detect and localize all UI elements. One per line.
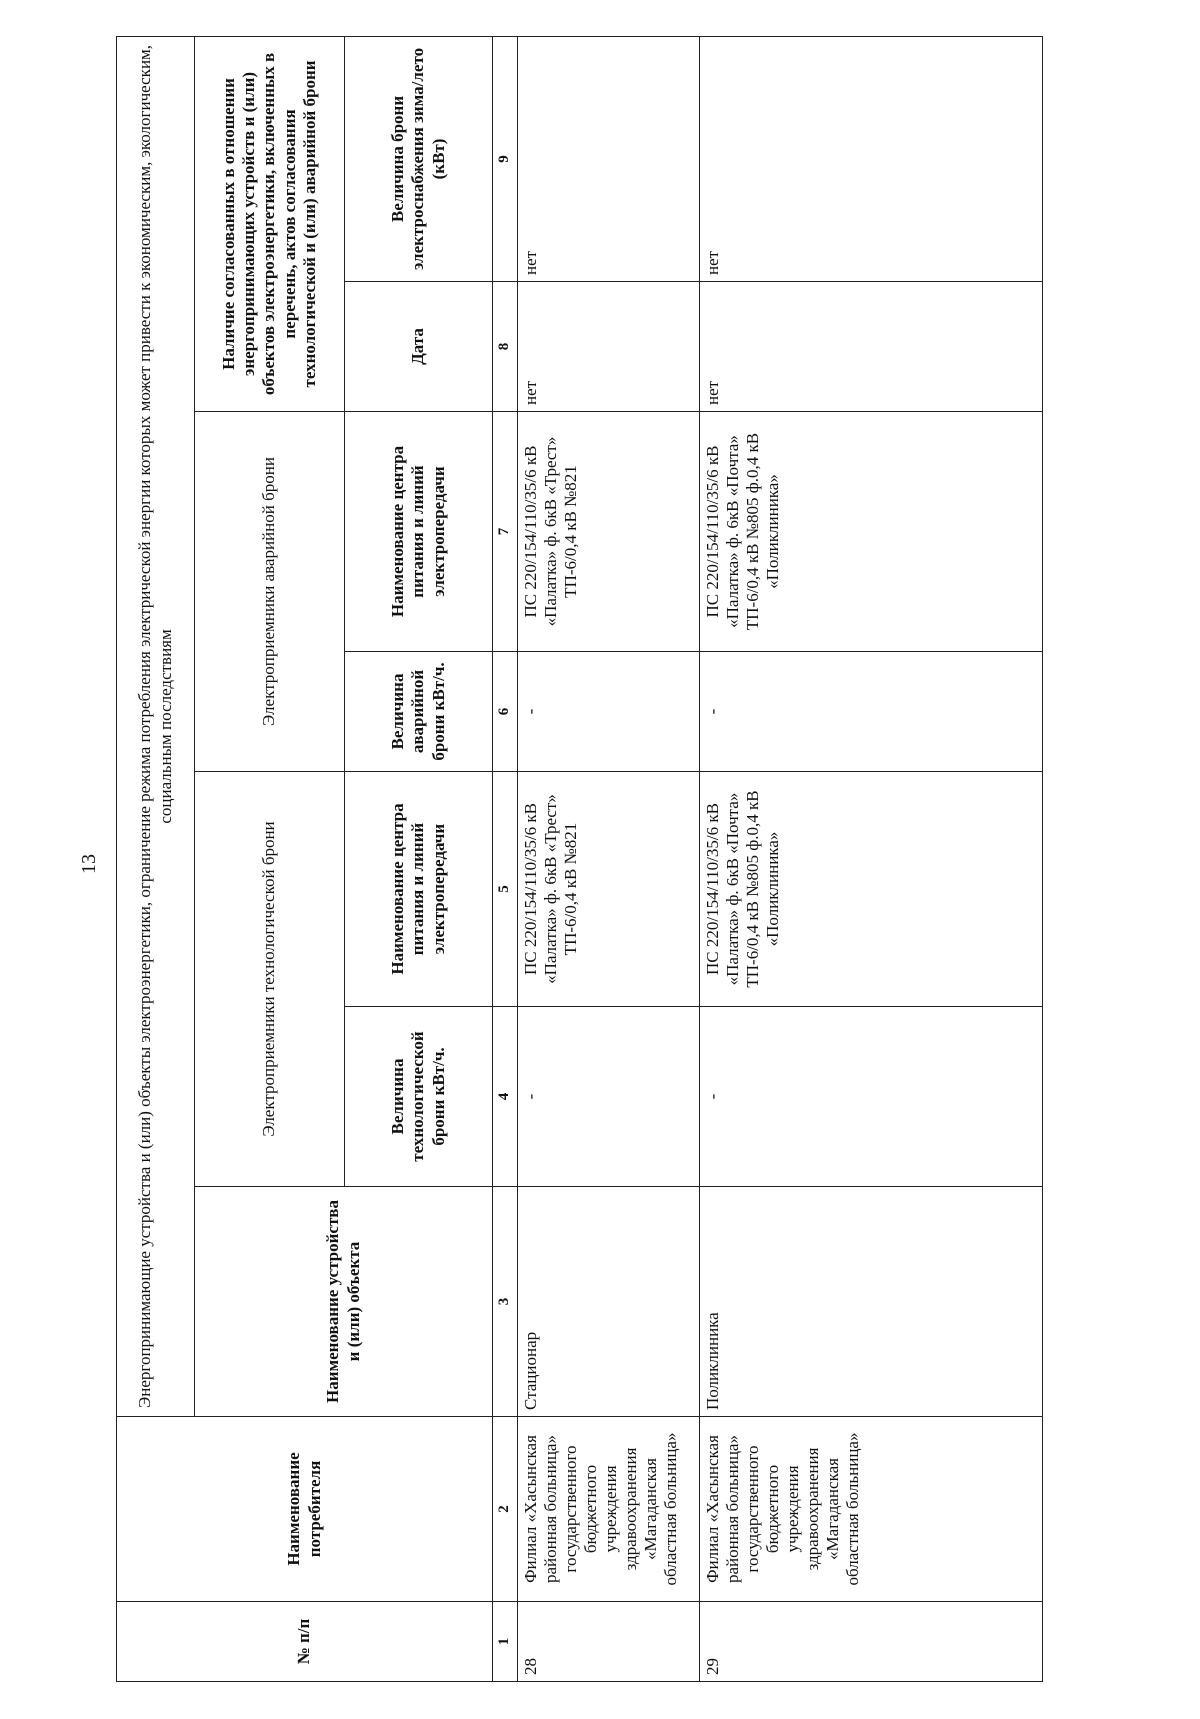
row-tech-value: - <box>517 1007 699 1187</box>
row-tech-center: ПС 220/154/110/35/6 кВ «Палатка» ф. 6кВ «Трест» ТП-6/0,4 кВ №821 <box>517 772 699 1007</box>
page-number: 13 <box>78 854 100 874</box>
row-consumer: Филиал «Хасынская районная больница» государственного бюджетного учреждения здравоохранения «Магаданская областная больница» <box>517 1417 699 1602</box>
row-value: нет <box>517 36 699 281</box>
column-index: 1 <box>493 1602 518 1682</box>
column-index: 4 <box>493 1007 518 1187</box>
row-consumer: Филиал «Хасынская районная больница» государственного бюджетного учреждения здравоохранения «Магаданская областная больница» <box>699 1417 1042 1602</box>
column-index: 7 <box>493 412 518 652</box>
row-emerg-center: ПС 220/154/110/35/6 кВ «Палатка» ф. 6кВ «Трест» ТП-6/0,4 кВ №821 <box>517 412 699 652</box>
row-emerg-value: - <box>699 652 1042 772</box>
header-acts-date: Дата <box>345 282 493 412</box>
row-tech-value: - <box>699 1007 1042 1187</box>
header-emerg-center: Наименование центра питания и линий электропередачи <box>345 412 493 652</box>
header-group-title: Энергопринимающие устройства и (или) объекты электроэнергетики, ограничение режима потребления электрической энергии которых может привести к экономическим, экологическим, социальным последствиям <box>117 36 195 1416</box>
column-index: 8 <box>493 282 518 412</box>
row-emerg-center: ПС 220/154/110/35/6 кВ «Палатка» ф. 6кВ «Почта» ТП-6/0,4 кВ №805 ф.0,4 кВ «Поликлиника» <box>699 412 1042 652</box>
row-value: нет <box>699 36 1042 281</box>
header-emerg-group: Электроприемники аварийной брони <box>195 412 345 772</box>
column-index: 3 <box>493 1187 518 1417</box>
column-index: 5 <box>493 772 518 1007</box>
column-index: 9 <box>493 36 518 281</box>
row-no: 29 <box>699 1602 1042 1682</box>
row-tech-center: ПС 220/154/110/35/6 кВ «Палатка» ф. 6кВ «Почта» ТП-6/0,4 кВ №805 ф.0,4 кВ «Поликлиника» <box>699 772 1042 1007</box>
header-tech-center: Наименование центра питания и линий электропередачи <box>345 772 493 1007</box>
header-device-name: Наименование устройства и (или) объекта <box>195 1187 493 1417</box>
row-date: нет <box>517 282 699 412</box>
table-row <box>699 36 1042 1681</box>
row-device: Стационар <box>517 1187 699 1417</box>
row-date: нет <box>699 282 1042 412</box>
column-index: 6 <box>493 652 518 772</box>
table-row <box>517 36 699 1681</box>
header-emerg-value: Величина аварийной брони кВт/ч. <box>345 652 493 772</box>
header-consumer: Наименование потребителя <box>117 1417 493 1602</box>
row-device: Поликлиника <box>699 1187 1042 1417</box>
header-acts-group: Наличие согласованных в отношении энергопринимающих устройств и (или) объектов электроэнергетики, включенных в перечень, актов согласования технологической и (или) аварийной брони <box>195 36 345 411</box>
header-no: № п/п <box>117 1602 493 1682</box>
header-tech-value: Величина технологической брони кВт/ч. <box>345 1007 493 1187</box>
column-index: 2 <box>493 1417 518 1602</box>
rotated-table-container <box>116 37 1039 1682</box>
header-tech-group: Электроприемники технологической брони <box>195 772 345 1187</box>
header-acts-value: Величина брони электроснабжения зима/лето (кВт) <box>345 36 493 281</box>
column-index-row <box>493 36 518 1681</box>
row-no: 28 <box>517 1602 699 1682</box>
reservation-table <box>116 36 1043 1682</box>
row-emerg-value: - <box>517 652 699 772</box>
